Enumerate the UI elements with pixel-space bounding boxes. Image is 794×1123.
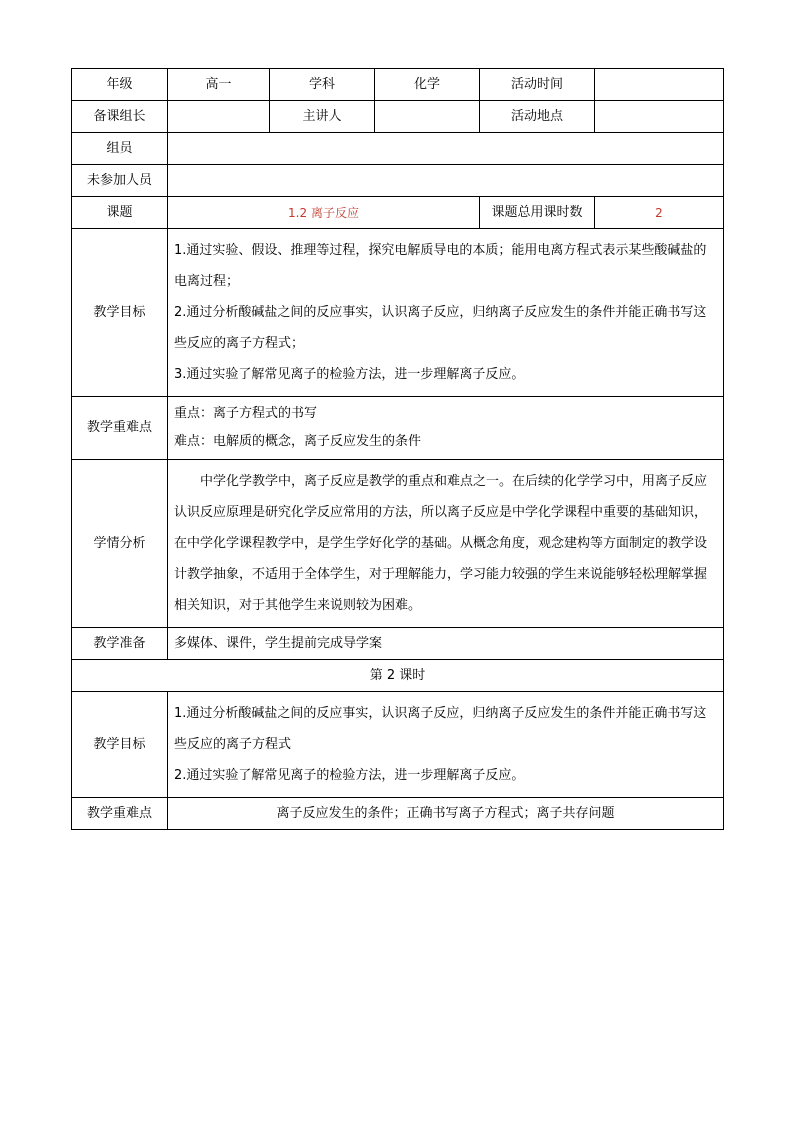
absent-label: 未参加人员	[72, 165, 168, 197]
subject-value: 化学	[375, 69, 480, 101]
table-row	[72, 460, 724, 628]
speaker-value	[375, 101, 480, 133]
key-points-cell	[168, 397, 724, 460]
activity-place-value	[595, 101, 724, 133]
table-row	[72, 628, 724, 660]
members-label: 组员	[72, 133, 168, 165]
activity-place-label: 活动地点	[480, 101, 595, 133]
table-row	[72, 660, 724, 692]
grade-value: 高一	[168, 69, 270, 101]
session2-objective-item: 1.通过分析酸碱盐之间的反应事实，认识离子反应，归纳离子反应发生的条件并能正确书写这些反应的离子方程式	[174, 706, 707, 752]
table-row	[72, 798, 724, 830]
objectives-cell	[168, 229, 724, 397]
objective-item: 1.通过实验、假设、推理等过程，探究电解质导电的本质；能用电离方程式表示某些酸碱盐的电离过程；	[174, 243, 707, 289]
objective-item: 3.通过实验了解常见离子的检验方法，进一步理解离子反应。	[174, 367, 525, 382]
session2-key-points-label: 教学重难点	[72, 798, 168, 830]
topic-label: 课题	[72, 197, 168, 229]
table-row	[72, 101, 724, 133]
key-point-difficulty: 难点：电解质的概念，离子反应发生的条件	[174, 434, 422, 449]
table-row	[72, 133, 724, 165]
table-row	[72, 69, 724, 101]
group-leader-value	[168, 101, 270, 133]
key-point-focus: 重点：离子方程式的书写	[174, 406, 318, 421]
key-points-label: 教学重难点	[72, 397, 168, 460]
session2-key-points: 离子反应发生的条件；正确书写离子方程式；离子共存问题	[168, 798, 724, 830]
objectives-label: 教学目标	[72, 229, 168, 397]
preparation-label: 教学准备	[72, 628, 168, 660]
session2-objective-item: 2.通过实验了解常见离子的检验方法，进一步理解离子反应。	[174, 768, 525, 783]
members-value	[168, 133, 724, 165]
table-row	[72, 197, 724, 229]
group-leader-label: 备课组长	[72, 101, 168, 133]
subject-label: 学科	[270, 69, 375, 101]
speaker-label: 主讲人	[270, 101, 375, 133]
total-hours-label: 课题总用课时数	[480, 197, 595, 229]
activity-time-label: 活动时间	[480, 69, 595, 101]
preparation-value: 多媒体、课件，学生提前完成导学案	[168, 628, 724, 660]
total-hours-value: 2	[595, 197, 724, 229]
table-row	[72, 397, 724, 460]
analysis-cell	[168, 460, 724, 628]
session2-title: 第 2 课时	[72, 660, 724, 692]
session2-objectives-cell	[168, 692, 724, 798]
table-row	[72, 229, 724, 397]
absent-value	[168, 165, 724, 197]
grade-label: 年级	[72, 69, 168, 101]
session2-objectives-label: 教学目标	[72, 692, 168, 798]
activity-time-value	[595, 69, 724, 101]
table-row	[72, 692, 724, 798]
analysis-label: 学情分析	[72, 460, 168, 628]
lesson-plan-table	[71, 68, 724, 830]
topic-value: 1.2 离子反应	[168, 197, 480, 229]
objective-item: 2.通过分析酸碱盐之间的反应事实，认识离子反应，归纳离子反应发生的条件并能正确书写这些反应的离子方程式；	[174, 305, 707, 351]
analysis-text: 中学化学教学中，离子反应是教学的重点和难点之一。在后续的化学学习中，用离子反应认识反应原理是研究化学反应常用的方法，所以离子反应是中学化学课程中重要的基础知识，在中学化学课程教学中，是学生学好化学的基础。从概念角度，观念建构等方面制定的教学设计教学抽象，不适用于全体学生，对于理解能力，学习能力较强的学生来说能够轻松理解掌握相关知识，对于其他学生来说则较为困难。	[174, 474, 708, 613]
table-row	[72, 165, 724, 197]
